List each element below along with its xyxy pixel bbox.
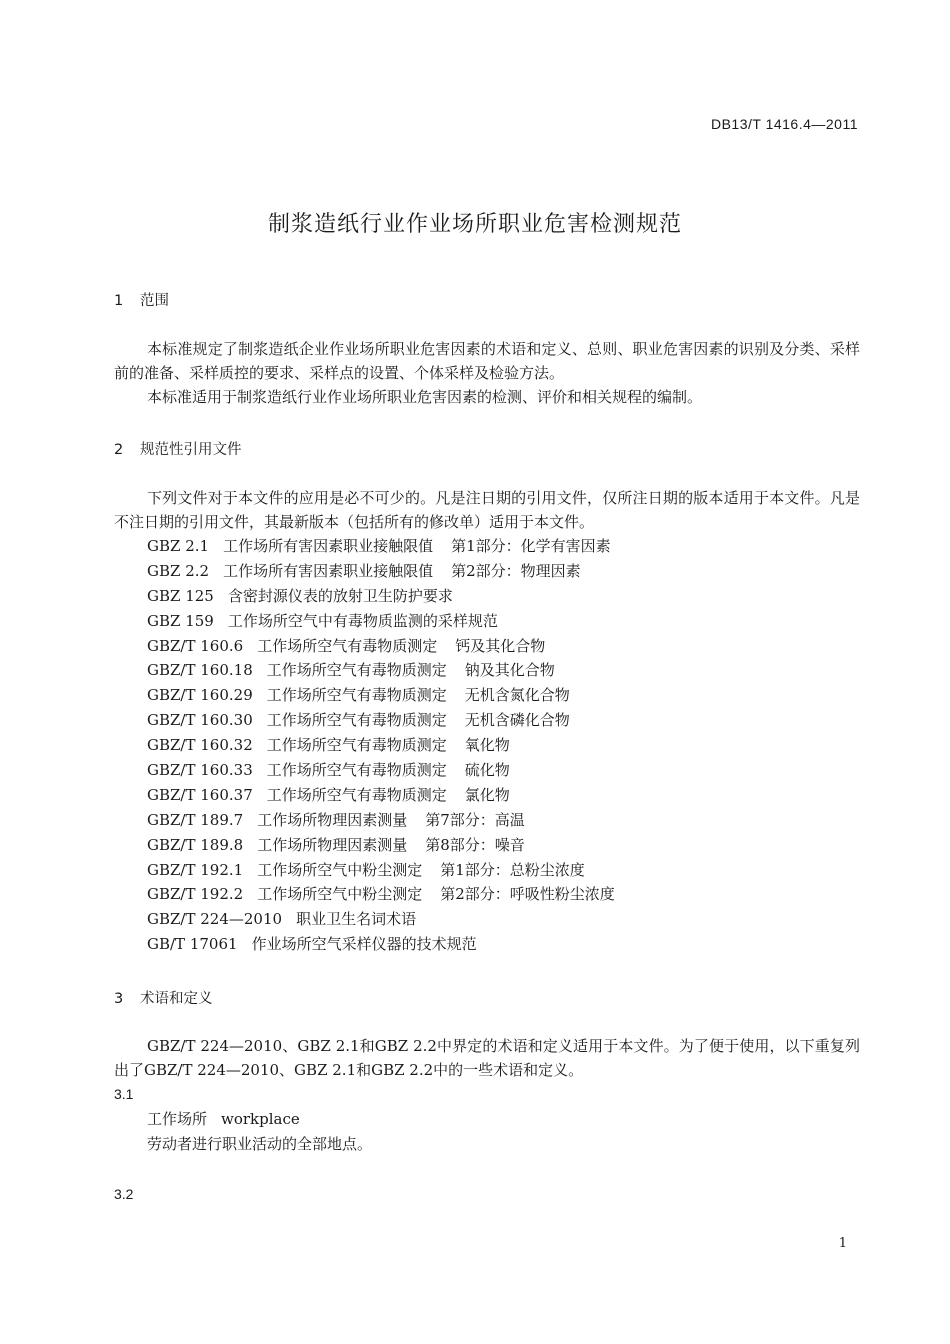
reference-item bbox=[147, 708, 615, 733]
reference-item bbox=[147, 858, 615, 883]
reference-title: 工作场所空气有毒物质测定 bbox=[266, 711, 447, 730]
reference-title: 工作场所空气有毒物质测定 bbox=[266, 785, 447, 804]
reference-code: GB/T 17061 bbox=[147, 935, 238, 954]
reference-part: 无机含磷化合物 bbox=[464, 711, 570, 730]
section-title: 术语和定义 bbox=[140, 991, 213, 1007]
reference-item bbox=[147, 758, 615, 783]
reference-title: 作业场所空气采样仪器的技术规范 bbox=[251, 935, 477, 954]
reference-code: GBZ/T 189.8 bbox=[147, 835, 244, 854]
reference-list bbox=[147, 534, 615, 957]
reference-title: 工作场所空气中有毒物质监测的采样规范 bbox=[227, 611, 498, 630]
reference-title: 含密封源仪表的放射卫生防护要求 bbox=[227, 586, 453, 605]
reference-code: GBZ 2.2 bbox=[147, 561, 210, 580]
reference-code: GBZ 159 bbox=[147, 611, 214, 630]
reference-title: 工作场所空气有毒物质测定 bbox=[266, 761, 447, 780]
reference-item bbox=[147, 658, 615, 683]
section-heading-scope bbox=[114, 289, 169, 310]
reference-item bbox=[147, 808, 615, 833]
scope-paragraph-1: 本标准规定了制浆造纸企业作业场所职业危害因素的术语和定义、总则、职业危害因素的识别及分类、采样前的准备、采样质控的要求、采样点的设置、个体采样及检验方法。 bbox=[114, 340, 860, 382]
section-heading-terms bbox=[114, 987, 213, 1008]
reference-item bbox=[147, 907, 615, 932]
reference-title: 职业卫生名词术语 bbox=[296, 910, 417, 929]
reference-item bbox=[147, 733, 615, 758]
page-number: 1 bbox=[838, 1236, 847, 1251]
reference-code: GBZ/T 160.6 bbox=[147, 636, 244, 655]
reference-title: 工作场所空气有毒物质测定 bbox=[266, 686, 447, 705]
reference-item bbox=[147, 634, 615, 659]
term-definition: 劳动者进行职业活动的全部地点。 bbox=[147, 1135, 373, 1153]
reference-part: 钙及其化合物 bbox=[455, 636, 546, 655]
clause-number-3-2: 3.2 bbox=[114, 1186, 134, 1202]
reference-item bbox=[147, 609, 615, 634]
reference-item bbox=[147, 833, 615, 858]
term-entry bbox=[147, 1108, 300, 1129]
reference-part: 硫化物 bbox=[464, 761, 510, 780]
scope-paragraph-2: 本标准适用于制浆造纸行业作业场所职业危害因素的检测、评价和相关规程的编制。 bbox=[147, 388, 703, 406]
reference-item bbox=[147, 683, 615, 708]
reference-title: 工作场所物理因素测量 bbox=[257, 810, 408, 829]
reference-title: 工作场所空气中粉尘测定 bbox=[257, 860, 423, 879]
reference-part: 第1部分：化学有害因素 bbox=[451, 537, 611, 555]
reference-item bbox=[147, 559, 615, 584]
reference-title: 工作场所空气有毒物质测定 bbox=[266, 736, 447, 755]
reference-part: 钠及其化合物 bbox=[464, 661, 555, 680]
section-number: 1 bbox=[114, 293, 124, 309]
reference-part: 第7部分：高温 bbox=[425, 810, 525, 829]
section-title: 范围 bbox=[140, 293, 169, 309]
normative-intro: 下列文件对于本文件的应用是必不可少的。凡是注日期的引用文件，仅所注日期的版本适用于本文件。凡是不注日期的引用文件，其最新版本（包括所有的修改单）适用于本文件。 bbox=[114, 489, 860, 531]
reference-code: GBZ/T 192.1 bbox=[147, 860, 244, 879]
reference-item bbox=[147, 534, 615, 559]
reference-part: 氧化物 bbox=[464, 736, 510, 755]
clause-number-3-1: 3.1 bbox=[114, 1086, 134, 1102]
term-chinese: 工作场所 bbox=[147, 1110, 208, 1128]
reference-part: 第2部分：物理因素 bbox=[451, 561, 581, 580]
reference-code: GBZ/T 192.2 bbox=[147, 885, 244, 904]
term-english: workplace bbox=[221, 1110, 300, 1128]
reference-code: GBZ 2.1 bbox=[147, 537, 210, 555]
reference-code: GBZ/T 160.30 bbox=[147, 711, 253, 730]
reference-part: 第2部分：呼吸性粉尘浓度 bbox=[440, 885, 615, 904]
section-title: 规范性引用文件 bbox=[140, 442, 242, 458]
reference-title: 工作场所有害因素职业接触限值 bbox=[223, 537, 434, 555]
reference-item bbox=[147, 932, 615, 957]
reference-code: GBZ/T 160.37 bbox=[147, 785, 253, 804]
document-title: 制浆造纸行业作业场所职业危害检测规范 bbox=[267, 212, 682, 237]
terms-intro: GBZ/T 224—2010、GBZ 2.1和GBZ 2.2中界定的术语和定义适用于本文件。为了便于使用，以下重复列出了GBZ/T 224—2010、GBZ 2.1和GBZ 2.2中的一些术语和定义。 bbox=[114, 1037, 860, 1079]
reference-code: GBZ 125 bbox=[147, 586, 214, 605]
reference-code: GBZ/T 189.7 bbox=[147, 810, 244, 829]
reference-title: 工作场所有害因素职业接触限值 bbox=[223, 561, 434, 580]
reference-code: GBZ/T 160.29 bbox=[147, 686, 253, 705]
reference-title: 工作场所空气有毒物质测定 bbox=[257, 636, 438, 655]
reference-title: 工作场所空气中粉尘测定 bbox=[257, 885, 423, 904]
section-heading-normative bbox=[114, 438, 242, 459]
reference-item bbox=[147, 882, 615, 907]
reference-part: 氯化物 bbox=[464, 785, 510, 804]
reference-part: 无机含氮化合物 bbox=[464, 686, 570, 705]
reference-part: 第1部分：总粉尘浓度 bbox=[440, 860, 585, 879]
reference-part: 第8部分：噪音 bbox=[425, 835, 525, 854]
reference-code: GBZ/T 224—2010 bbox=[147, 910, 283, 929]
reference-item bbox=[147, 584, 615, 609]
reference-title: 工作场所物理因素测量 bbox=[257, 835, 408, 854]
section-number: 2 bbox=[114, 442, 124, 458]
section-number: 3 bbox=[114, 991, 124, 1007]
document-code: DB13/T 1416.4—2011 bbox=[710, 116, 858, 132]
reference-item bbox=[147, 783, 615, 808]
reference-code: GBZ/T 160.32 bbox=[147, 736, 253, 755]
reference-title: 工作场所空气有毒物质测定 bbox=[266, 661, 447, 680]
reference-code: GBZ/T 160.33 bbox=[147, 761, 253, 780]
reference-code: GBZ/T 160.18 bbox=[147, 661, 253, 680]
